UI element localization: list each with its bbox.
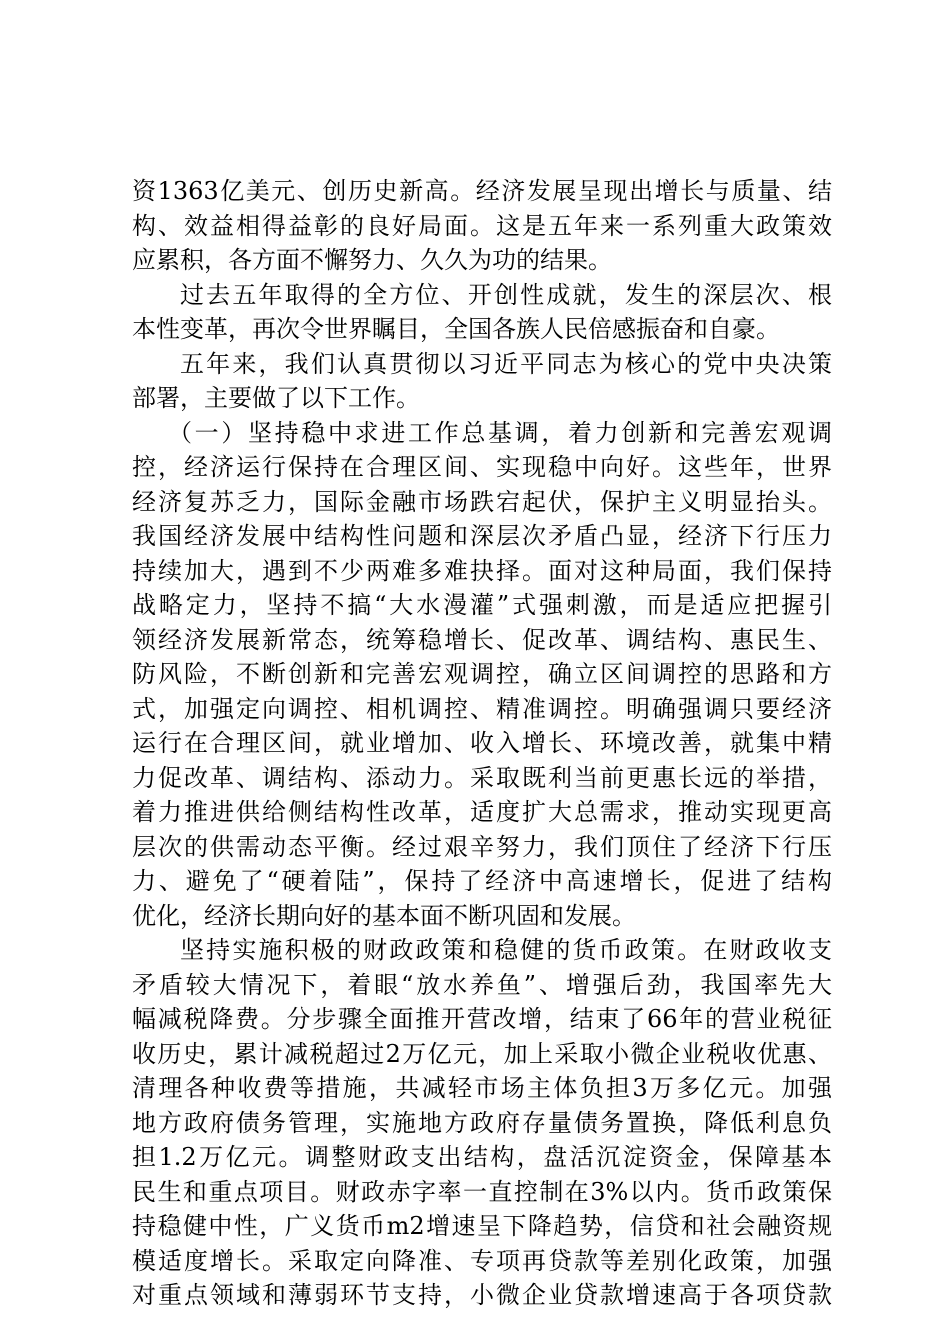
text-line: 式，加强定向调控、相机调控、精准调控。明确强调只要经济 xyxy=(132,694,832,723)
paragraph xyxy=(132,347,832,416)
text-line: 优化，经济长期向好的基本面不断巩固和发展。 xyxy=(132,901,636,930)
text-line: 战略定力，坚持不搞“大水漫灌”式强刺激，而是适应把握引 xyxy=(132,591,832,619)
text-line: 模适度增长。采取定向降准、专项再贷款等差别化政策，加强 xyxy=(132,1246,832,1275)
text-line: 持续加大，遇到不少两难多难抉择。面对这种局面，我们保持 xyxy=(132,556,832,585)
text-line: 构、效益相得益彰的良好局面。这是五年来一系列重大政策效 xyxy=(132,211,832,240)
text-line: 矛盾较大情况下，着眼“放水养鱼”、增强后劲，我国率先大 xyxy=(132,970,832,999)
text-line: 运行在合理区间，就业增加、收入增长、环境改善，就集中精 xyxy=(132,729,832,757)
text-line: 我国经济发展中结构性问题和深层次矛盾凸显，经济下行压力 xyxy=(132,522,832,550)
text-line: 幅减税降费。分步骤全面推开营改增，结束了66年的营业税征 xyxy=(132,1005,832,1033)
text-line: 民生和重点项目。财政赤字率一直控制在3%以内。货币政策保 xyxy=(132,1177,832,1206)
text-line: 控，经济运行保持在合理区间、实现稳中向好。这些年，世界 xyxy=(132,453,832,481)
text-line: 地方政府债务管理，实施地方政府存量债务置换，降低利息负 xyxy=(132,1108,832,1137)
text-line: 经济复苏乏力，国际金融市场跌宕起伏，保护主义明显抬头。 xyxy=(132,487,832,516)
text-line: 着力推进供给侧结构性改革，适度扩大总需求，推动实现更高 xyxy=(132,798,832,826)
text-line: 担1.2万亿元。调整财政支出结构，盘活沉淀资金，保障基本 xyxy=(132,1143,832,1171)
text-line: 本性变革，再次令世界瞩目，全国各族人民倍感振奋和自豪。 xyxy=(132,315,780,343)
text-line: 过去五年取得的全方位、开创性成就，发生的深层次、根 xyxy=(180,280,832,309)
text-line: 力促改革、调结构、添动力。采取既利当前更惠长远的举措， xyxy=(132,763,832,792)
paragraph xyxy=(132,174,832,278)
paragraph xyxy=(132,278,832,347)
text-line: （一）坚持稳中求进工作总基调，着力创新和完善宏观调 xyxy=(168,418,832,447)
text-line: 应累积，各方面不懈努力、久久为功的结果。 xyxy=(132,246,612,274)
text-line: 层次的供需动态平衡。经过艰辛努力，我们顶住了经济下行压 xyxy=(132,832,832,861)
paragraph xyxy=(132,933,832,1313)
text-line: 五年来，我们认真贯彻以习近平同志为核心的党中央决策 xyxy=(180,349,832,378)
text-line: 收历史，累计减税超过2万亿元，加上采取小微企业税收优惠、 xyxy=(132,1039,832,1068)
text-line: 清理各种收费等措施，共减轻市场主体负担3万多亿元。加强 xyxy=(132,1074,832,1102)
text-line: 持稳健中性，广义货币m2增速呈下降趋势，信贷和社会融资规 xyxy=(132,1212,832,1240)
text-line: 坚持实施积极的财政政策和稳健的货币政策。在财政收支 xyxy=(180,936,832,964)
text-line: 对重点领域和薄弱环节支持，小微企业贷款增速高于各项贷款 xyxy=(132,1281,832,1309)
text-line: 力、避免了“硬着陆”，保持了经济中高速增长，促进了结构 xyxy=(132,867,832,895)
paragraph xyxy=(132,416,832,934)
text-line: 领经济发展新常态，统筹稳增长、促改革、调结构、惠民生、 xyxy=(132,625,832,654)
document-body xyxy=(132,174,832,1313)
text-line: 防风险，不断创新和完善宏观调控，确立区间调控的思路和方 xyxy=(132,660,832,688)
text-line: 部署，主要做了以下工作。 xyxy=(132,384,420,412)
text-line: 资1363亿美元、创历史新高。经济发展呈现出增长与质量、结 xyxy=(132,177,832,205)
